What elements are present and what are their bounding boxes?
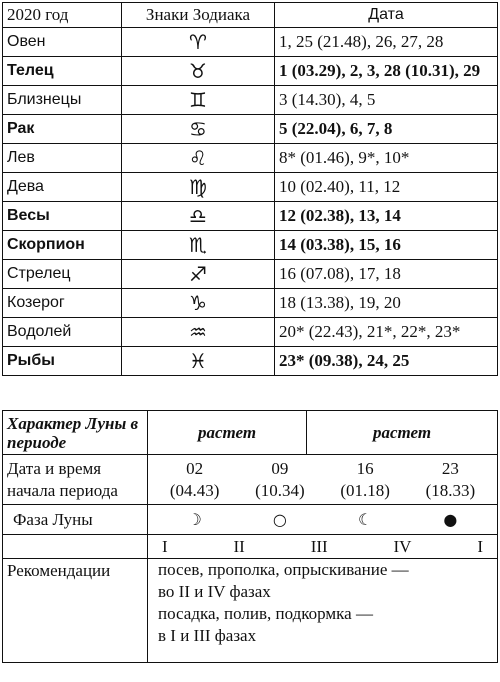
recommend-line: во II и IV фазах (158, 582, 271, 601)
zodiac-sign-name: Козерог (3, 289, 122, 318)
zodiac-symbol-icon: ♓ (122, 347, 275, 376)
zodiac-dates: 23* (09.38), 24, 25 (275, 347, 498, 376)
zodiac-sign-name: Водолей (3, 318, 122, 347)
moon-start-label-line1: Дата и время (7, 458, 102, 478)
zodiac-dates: 10 (02.40), 11, 12 (275, 173, 498, 202)
header-year: 2020 год (3, 3, 122, 28)
zodiac-row (3, 144, 498, 173)
zodiac-sign-name: Скорпион (3, 231, 122, 260)
zodiac-sign-name: Весы (3, 202, 122, 231)
zodiac-row (3, 173, 498, 202)
recommend-line: посев, прополка, опрыскивание — (158, 560, 409, 579)
moon-character-row (3, 411, 498, 455)
moon-phase-row (3, 505, 498, 535)
zodiac-symbol-icon: ♐ (122, 260, 275, 289)
zodiac-dates: 1, 25 (21.48), 26, 27, 28 (275, 28, 498, 57)
moon-character-label: Характер Луны в периоде (3, 411, 148, 455)
moon-recommend-row (3, 559, 498, 663)
period-1 (170, 458, 220, 502)
moon-phase-number-empty (3, 535, 148, 559)
zodiac-table (2, 2, 498, 376)
phase-number: I (162, 536, 168, 556)
moon-character-value-1: растет (148, 411, 307, 455)
moon-phase-number-row (3, 535, 498, 559)
zodiac-symbol-icon: ♈ (122, 28, 275, 57)
period-time: (01.18) (340, 480, 390, 500)
moon-start-label-line2: начала периода (7, 480, 118, 500)
zodiac-symbol-icon: ♋ (122, 115, 275, 144)
period-time: (10.34) (255, 480, 305, 500)
period-day: 02 (186, 458, 204, 478)
phase-number: IV (393, 536, 412, 556)
period-3 (340, 458, 390, 502)
zodiac-sign-name: Рак (3, 115, 122, 144)
moon-calendar-table (2, 410, 498, 663)
new-moon-icon: ● (443, 510, 458, 529)
zodiac-sign-name: Лев (3, 144, 122, 173)
zodiac-sign-name: Овен (3, 28, 122, 57)
zodiac-row (3, 115, 498, 144)
zodiac-dates: 5 (22.04), 6, 7, 8 (275, 115, 498, 144)
zodiac-dates: 18 (13.38), 19, 20 (275, 289, 498, 318)
period-time: (18.33) (425, 480, 476, 500)
zodiac-header-row (3, 3, 498, 28)
recommend-line: посадка, полив, подкормка — (158, 604, 373, 623)
phase-number: III (310, 536, 328, 556)
period-day: 09 (271, 458, 289, 478)
zodiac-dates: 16 (07.08), 17, 18 (275, 260, 498, 289)
header-signs: Знаки Зодиака (122, 3, 275, 28)
zodiac-symbol-icon: ♏ (122, 231, 275, 260)
zodiac-symbol-icon: ♎ (122, 202, 275, 231)
moon-recommend-text (148, 559, 498, 663)
moon-phase-numbers (148, 535, 498, 559)
moon-phase-icons (148, 505, 498, 535)
zodiac-dates: 8* (01.46), 9*, 10* (275, 144, 498, 173)
zodiac-sign-name: Стрелец (3, 260, 122, 289)
zodiac-row (3, 57, 498, 86)
moon-start-row (3, 455, 498, 505)
recommend-line: в I и III фазах (158, 626, 257, 645)
zodiac-symbol-icon: ♍ (122, 173, 275, 202)
phase-number: II (233, 536, 245, 556)
zodiac-row (3, 347, 498, 376)
zodiac-row (3, 289, 498, 318)
phase-number: I (477, 536, 483, 556)
zodiac-symbol-icon: ♑ (122, 289, 275, 318)
zodiac-row (3, 318, 498, 347)
zodiac-sign-name: Дева (3, 173, 122, 202)
full-moon-icon: ○ (272, 510, 287, 529)
waxing-crescent-icon: ☽ (187, 510, 202, 529)
moon-start-values (148, 455, 498, 505)
zodiac-symbol-icon: ♉ (122, 57, 275, 86)
zodiac-dates: 1 (03.29), 2, 3, 28 (10.31), 29 (275, 57, 498, 86)
period-day: 23 (441, 458, 459, 478)
zodiac-row (3, 28, 498, 57)
waning-crescent-icon: ☾ (357, 510, 373, 529)
zodiac-sign-name: Близнецы (3, 86, 122, 115)
moon-start-label (3, 455, 148, 505)
period-2 (255, 458, 305, 502)
zodiac-row (3, 202, 498, 231)
period-4 (425, 458, 475, 502)
period-day: 16 (356, 458, 374, 478)
moon-phase-label: Фаза Луны (3, 505, 148, 535)
zodiac-dates: 14 (03.38), 15, 16 (275, 231, 498, 260)
zodiac-sign-name: Рыбы (3, 347, 122, 376)
zodiac-row (3, 260, 498, 289)
period-time: (04.43) (169, 480, 220, 500)
zodiac-sign-name: Телец (3, 57, 122, 86)
moon-recommend-label: Рекомендации (3, 559, 148, 663)
zodiac-row (3, 86, 498, 115)
header-date: Дата (275, 3, 498, 28)
zodiac-dates: 20* (22.43), 21*, 22*, 23* (275, 318, 498, 347)
zodiac-dates: 12 (02.38), 13, 14 (275, 202, 498, 231)
moon-character-value-2: растет (307, 411, 498, 455)
zodiac-symbol-icon: ♊ (122, 86, 275, 115)
zodiac-row (3, 231, 498, 260)
zodiac-dates: 3 (14.30), 4, 5 (275, 86, 498, 115)
zodiac-symbol-icon: ♒ (122, 318, 275, 347)
zodiac-symbol-icon: ♌ (122, 144, 275, 173)
